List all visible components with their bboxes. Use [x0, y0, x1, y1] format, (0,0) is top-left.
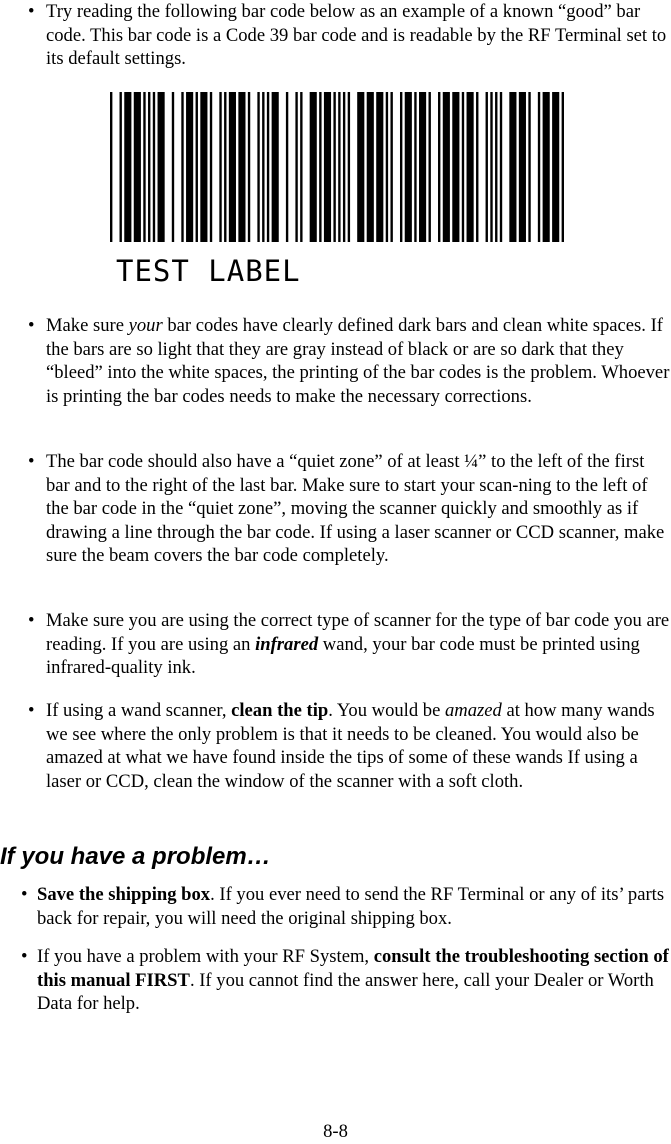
barcode-bar-35: [376, 92, 383, 242]
barcode-bar-15: [224, 92, 226, 242]
text-run: . If you cannot find the answer here, call your Dealer or Worth Data for help.: [37, 969, 654, 1014]
bullet-icon: •: [28, 610, 35, 631]
section-heading: If you have a problem…: [0, 843, 271, 870]
barcode-bar-14: [219, 92, 221, 242]
barcode-image: [110, 92, 564, 242]
barcode-bar-38: [400, 92, 402, 242]
barcode-bar-19: [257, 92, 259, 242]
barcode-bar-57: [543, 92, 550, 242]
bullet-item-quiet-zone: [28, 450, 671, 568]
bullet-icon: •: [21, 946, 28, 967]
barcode-bar-36: [386, 92, 388, 242]
barcode-bar-12: [200, 92, 207, 242]
barcode-bar-9: [181, 92, 183, 242]
barcode-bar-1: [120, 92, 122, 242]
text-run: Save the shipping box: [37, 884, 211, 905]
barcode-bar-17: [238, 92, 245, 242]
bullet-text: [46, 699, 671, 793]
barcode-bar-2: [124, 92, 131, 242]
text-run: clean the tip: [231, 700, 329, 721]
text-run: at how many wands we see where the only problem is that it needs to be cleaned. You would also be amazed at what we have found inside the tips of some of these wands If using a laser or CCD, clean the window of the scanner with a soft cloth.: [46, 700, 655, 792]
text-run: . If you ever need to send the RF Terminal or any of its’ parts back for repair, you will need the original shipping box.: [37, 884, 665, 929]
bullet-item-good-barcode: [28, 0, 668, 71]
barcode-bar-47: [467, 92, 474, 242]
barcode-bar-44: [443, 92, 450, 242]
barcode-bar-39: [405, 92, 412, 242]
text-run: your: [128, 315, 163, 336]
bullet-item-troubleshooting: [21, 945, 669, 1016]
bullet-text: [46, 450, 671, 568]
barcode-bar-7: [158, 92, 165, 242]
barcode-bar-41: [419, 92, 426, 242]
barcode-bar-52: [500, 92, 502, 242]
bullet-icon: •: [28, 1, 35, 22]
bullet-text: [37, 945, 669, 1016]
barcode-bar-8: [172, 92, 174, 242]
barcode-bar-43: [438, 92, 440, 242]
barcode-bar-29: [333, 92, 335, 242]
barcode-bar-56: [538, 92, 540, 242]
barcode-bar-53: [509, 92, 516, 242]
barcode-bar-5: [148, 92, 150, 242]
barcode-bar-28: [324, 92, 331, 242]
barcode-bar-42: [429, 92, 431, 242]
text-run: Make sure you are using the correct type of scanner for the type of bar code you are reading. If you are using an: [46, 610, 670, 655]
barcode-bar-20: [262, 92, 264, 242]
text-run: amazed: [444, 700, 502, 721]
barcode-bar-32: [348, 92, 350, 242]
barcode-bar-50: [490, 92, 492, 242]
bullet-item-shipping-box: [21, 883, 669, 930]
page-number: 8-8: [323, 1121, 348, 1142]
barcode-bar-3: [134, 92, 141, 242]
barcode-bar-25: [300, 92, 302, 242]
barcode-bar-33: [357, 92, 364, 242]
bullet-text: [46, 0, 668, 71]
barcode-bar-51: [495, 92, 497, 242]
barcode-bar-27: [319, 92, 321, 242]
barcode-bar-40: [414, 92, 416, 242]
bullet-icon: •: [28, 315, 35, 336]
text-run: Make sure: [46, 315, 129, 336]
barcode-bar-45: [452, 92, 459, 242]
barcode-bar-22: [272, 92, 279, 242]
text-run: wand, your bar code must be printed using infrared-quality ink.: [46, 633, 640, 678]
barcode-bar-59: [562, 92, 564, 242]
barcode-bar-26: [310, 92, 317, 242]
barcode-bar-55: [528, 92, 530, 242]
text-run: The bar code should also have a “quiet zone” of at least ¼” to the left of the first bar and to the right of the last bar. Make sure to start your scan-ning to the left of the bar code in the “quiet zone”, moving the scanner quickly and smoothly as if drawing a line through the bar code. If using a laser scanner or CCD scanner, make sure the beam covers the bar code completely.: [46, 451, 665, 566]
bullet-item-scanner-type: [28, 609, 671, 680]
bullet-text: [46, 314, 671, 408]
bullet-text: [37, 883, 669, 930]
barcode-bar-18: [248, 92, 250, 242]
bullet-icon: •: [28, 451, 35, 472]
barcode-bar-16: [229, 92, 236, 242]
barcode-caption: TEST LABEL: [116, 254, 301, 288]
barcode-bar-6: [153, 92, 155, 242]
bullet-icon: •: [21, 884, 28, 905]
barcode-bar-48: [476, 92, 478, 242]
barcode-bar-11: [196, 92, 198, 242]
barcode-bar-54: [519, 92, 526, 242]
bullet-icon: •: [28, 700, 35, 721]
barcode-bar-10: [186, 92, 193, 242]
barcode-bar-30: [338, 92, 340, 242]
barcode-bar-0: [110, 92, 112, 242]
barcode-bar-49: [486, 92, 488, 242]
barcode-bar-37: [390, 92, 392, 242]
barcode-bar-21: [267, 92, 269, 242]
text-run: If using a wand scanner,: [46, 700, 232, 721]
barcode-bar-13: [210, 92, 212, 242]
barcode-bar-31: [343, 92, 345, 242]
text-run: infrared: [255, 633, 319, 655]
barcode-bar-46: [462, 92, 464, 242]
text-run: consult the troubleshooting section of this manual FIRST: [37, 946, 669, 991]
barcode-bar-34: [367, 92, 374, 242]
text-run: If you have a problem with your RF System,: [37, 946, 374, 967]
bullet-item-clean-tip: [28, 699, 671, 793]
bullet-text: [46, 609, 671, 680]
barcode-icon: [110, 92, 564, 242]
bullet-item-clear-bars: [28, 314, 671, 408]
barcode-bar-4: [143, 92, 145, 242]
barcode-bar-58: [552, 92, 559, 242]
barcode-bar-23: [286, 92, 288, 242]
barcode-bar-24: [295, 92, 297, 242]
text-run: Try reading the following bar code below as an example of a known “good” bar code. This bar code is a Code 39 bar code and is readable by the RF Terminal set to its default settings.: [46, 1, 667, 69]
text-run: bar codes have clearly defined dark bars and clean white spaces. If the bars are so light that they are gray instead of black or are so dark that they “bleed” into the white spaces, the printing of the bar codes is the problem. Whoever is printing the bar codes needs to make the necessary corrections.: [46, 315, 670, 407]
text-run: . You would be: [328, 700, 445, 721]
